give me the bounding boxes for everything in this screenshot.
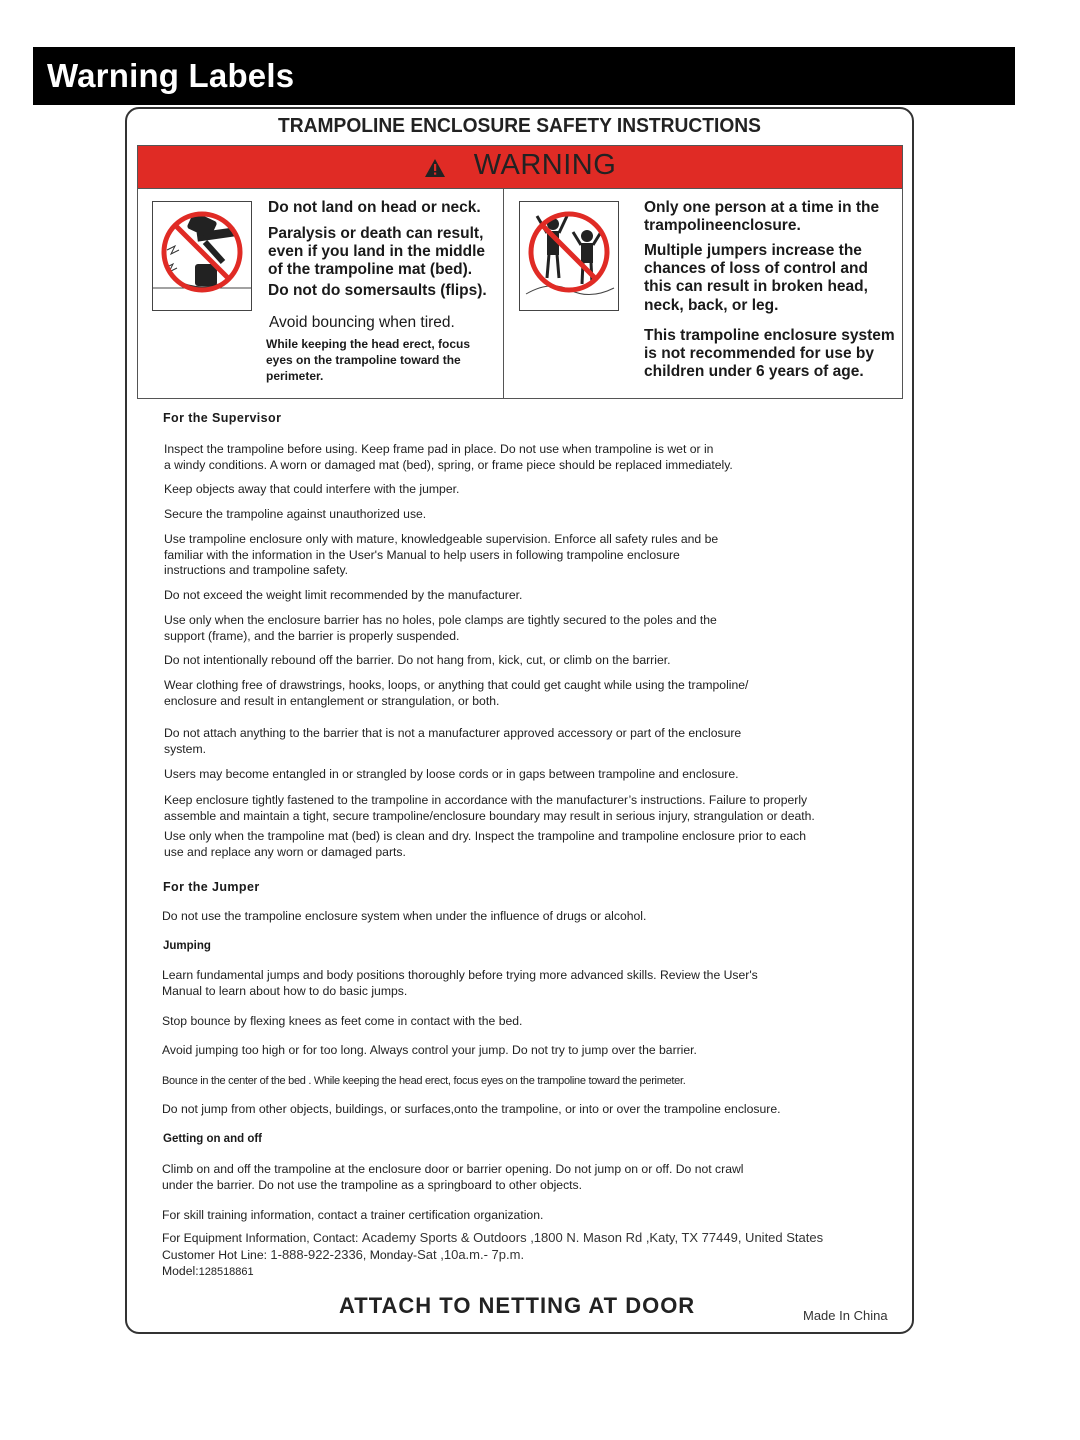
model-number [162, 1264, 892, 1281]
supervisor-paragraph: Keep objects away that could interfere with the jumper. [164, 482, 460, 496]
panel-left-line9: perimeter. [266, 369, 324, 383]
panel-left-line6: Avoid bouncing when tired. [269, 314, 455, 331]
getting-on-off-paragraph: For skill training information, contact a trainer certification organization. [162, 1208, 544, 1222]
no-landing-on-head-icon [152, 201, 252, 311]
hotline-hours: Sat ,10a.m.- 7p.m. [417, 1247, 525, 1262]
jumper-heading: For the Jumper [163, 880, 260, 894]
equipment-contact [162, 1230, 912, 1247]
warning-panels [137, 189, 903, 399]
panel-right-line2: trampolineenclosure. [644, 217, 801, 234]
panel-left-line8: eyes on the trampoline toward the [266, 353, 461, 367]
panel-left-line4: of the trampoline mat (bed). [268, 261, 473, 278]
panel-right-line5: this can result in broken head, [644, 278, 868, 295]
panel-right-line9: children under 6 years of age. [644, 363, 864, 380]
warning-banner [137, 145, 903, 189]
model-label: Model: [162, 1264, 199, 1278]
panel-left-line1: Do not land on head or neck. [268, 199, 481, 216]
supervisor-heading: For the Supervisor [163, 411, 282, 425]
panel-right-line4: chances of loss of control and [644, 260, 868, 277]
panel-left-line3: even if you land in the middle [268, 243, 486, 260]
jumping-paragraph: Bounce in the center of the bed . While keeping the head erect, focus eyes on the trampoline toward the perimeter. [162, 1075, 686, 1087]
jumper-intro: Do not use the trampoline enclosure system when under the influence of drugs or alcohol. [162, 909, 647, 923]
hotline-label: Customer Hot Line: [162, 1248, 267, 1262]
supervisor-paragraph: Do not exceed the weight limit recommended by the manufacturer. [164, 588, 523, 602]
panel-left-line7: While keeping the head erect, focus [266, 337, 471, 351]
panel-left-line5: Do not do somersaults (flips). [268, 282, 487, 299]
getting-on-off-heading: Getting on and off [163, 1133, 263, 1145]
made-in-label: Made In China [803, 1308, 888, 1323]
customer-hotline [162, 1247, 892, 1264]
panel-right-line6: neck, back, or leg. [644, 297, 779, 314]
warning-word: WARNING [473, 149, 617, 181]
panel-right-line7: This trampoline enclosure system [644, 327, 895, 344]
jumping-heading: Jumping [163, 940, 211, 952]
hotline-value: 1-888-922-2336 [270, 1247, 363, 1262]
header-bar [33, 47, 1015, 105]
panel-right-line1: Only one person at a time in the [644, 199, 880, 216]
getting-on-off-paragraph: Climb on and off the trampoline at the enclosure door or barrier opening. Do not jump on or off. Do not crawl under the barrier. Do not use the trampoline as a springboard to other objects. [162, 1162, 744, 1192]
jumping-paragraph: Stop bounce by flexing knees as feet come in contact with the bed. [162, 1014, 523, 1028]
panel-divider [503, 189, 504, 398]
page-title: Warning Labels [47, 57, 295, 94]
supervisor-paragraph: Use trampoline enclosure only with mature, knowledgeable supervision. Enforce all safety rules and be familiar with the information in the User's Manual to help users in following trampoline enclosure instructions and trampoline safety. [164, 532, 719, 577]
warning-label-card [125, 107, 914, 1334]
jumping-paragraph: Avoid jumping too high or for too long. Always control your jump. Do not try to jump over the barrier. [162, 1043, 697, 1057]
supervisor-paragraph: Use only when the enclosure barrier has no holes, pole clamps are tightly secured to the poles and the support (frame), and the barrier is properly suspended. [164, 613, 717, 643]
warning-triangle-icon [424, 153, 446, 186]
supervisor-paragraph: Use only when the trampoline mat (bed) is clean and dry. Inspect the trampoline and trampoline enclosure prior to each use and replace any worn or damaged parts. [164, 829, 806, 859]
jumping-paragraph: Do not jump from other objects, buildings, or surfaces,onto the trampoline, or into or over the trampoline enclosure. [162, 1102, 781, 1116]
equipment-contact-label: For Equipment Information, Contact: [162, 1231, 359, 1245]
supervisor-paragraph: Inspect the trampoline before using. Keep frame pad in place. Do not use when trampoline is wet or in a windy conditions. A worn or damaged mat (bed), spring, or frame piece should be replaced immediately. [164, 442, 733, 472]
equipment-contact-value: Academy Sports & Outdoors ,1800 N. Mason Rd ,Katy, TX 77449, United States [361, 1230, 824, 1245]
hotline-hours-prefix: , Monday- [362, 1248, 418, 1262]
one-jumper-only-icon [519, 201, 619, 311]
supervisor-paragraph: Do not attach anything to the barrier that is not a manufacturer approved accessory or part of the enclosure system. [164, 726, 742, 756]
supervisor-paragraph: Keep enclosure tightly fastened to the trampoline in accordance with the manufacturer’s instructions. Failure to properly assemble and maintain a tight, secure trampoline/enclosure boundary may result in serious injury, strangulation or death. [164, 793, 815, 823]
supervisor-paragraph: Secure the trampoline against unauthorized use. [164, 507, 427, 521]
panel-right-line3: Multiple jumpers increase the [644, 242, 862, 259]
supervisor-paragraph: Wear clothing free of drawstrings, hooks, loops, or anything that could get caught while using the trampoline/ enclosure and result in entanglement or strangulation, or both. [164, 678, 749, 708]
panel-left-line2: Paralysis or death can result, [268, 225, 484, 242]
panel-right-line8: is not recommended for use by [644, 345, 874, 362]
model-value: 128518861 [198, 1266, 254, 1278]
supervisor-paragraph: Users may become entangled in or strangled by loose cords or in gaps between trampoline and enclosure. [164, 767, 739, 781]
supervisor-paragraph: Do not intentionally rebound off the barrier. Do not hang from, kick, cut, or climb on the barrier. [164, 653, 671, 667]
label-title: TRAMPOLINE ENCLOSURE SAFETY INSTRUCTIONS [278, 115, 761, 137]
attach-instruction: ATTACH TO NETTING AT DOOR [339, 1293, 696, 1318]
jumping-paragraph: Learn fundamental jumps and body positions thoroughly before trying more advanced skills. Review the User's Manual to learn about how to do basic jumps. [162, 968, 758, 998]
